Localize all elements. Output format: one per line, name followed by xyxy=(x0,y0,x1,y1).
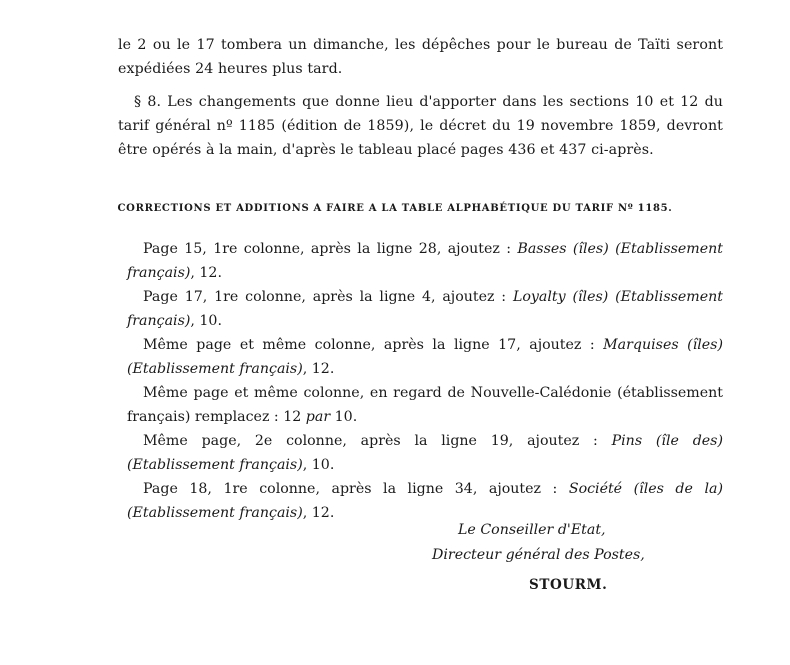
correction-italic: Basses (îles) (Etablissement français) xyxy=(127,241,723,281)
correction-item xyxy=(127,381,723,429)
correction-italic: Marquises (îles) (Etablissement français) xyxy=(127,337,723,377)
correction-item xyxy=(127,477,723,525)
paragraph-section-8: § 8. Les changements que donne lieu d'apporter dans les sections 10 et 12 du tarif général nº 1185 (édition de 1859), le décret du 19 novembre 1859, devront être opérés à la main, d'après le tableau placé pages 436 et 437 ci-après. xyxy=(118,94,723,158)
correction-italic: par xyxy=(305,409,331,425)
correction-item xyxy=(127,237,723,285)
correction-text: Page 17, 1re colonne, après la ligne 4, ajoutez : xyxy=(143,289,513,305)
signature-title: Le Conseiller d'Etat, xyxy=(458,522,606,538)
correction-text: Page 15, 1re colonne, après la ligne 28, ajoutez : xyxy=(143,241,518,257)
correction-item xyxy=(127,429,723,477)
correction-italic: Société (îles de la) (Etablissement français) xyxy=(127,481,723,521)
signature-office: Directeur général des Postes, xyxy=(432,547,645,563)
paragraph-continuation: le 2 ou le 17 tombera un dimanche, les dépêches pour le bureau de Taïti seront expédiées 24 heures plus tard. xyxy=(118,37,723,77)
correction-italic: Loyalty (îles) (Etablissement français) xyxy=(127,289,723,329)
correction-text: Même page et même colonne, après la ligne 17, ajoutez : xyxy=(143,337,604,353)
correction-text: Même page et même colonne, en regard de Nouvelle-Calédonie (établissement français) remplacez : 12 xyxy=(127,385,723,425)
correction-suffix: , 10. xyxy=(302,457,335,473)
correction-text: Page 18, 1re colonne, après la ligne 34, ajoutez : xyxy=(143,481,569,497)
correction-suffix: 10. xyxy=(330,409,358,425)
signature-name: STOURM. xyxy=(529,577,608,593)
corrections-list xyxy=(127,237,723,525)
correction-suffix: , 12. xyxy=(302,505,335,521)
correction-italic: Pins (île des) (Etablissement français) xyxy=(127,433,723,473)
correction-suffix: , 10. xyxy=(190,313,222,329)
correction-text: Même page, 2e colonne, après la ligne 19, ajoutez : xyxy=(143,433,612,449)
correction-item xyxy=(127,285,723,333)
correction-suffix: , 12. xyxy=(190,265,222,281)
corrections-heading: CORRECTIONS ET ADDITIONS A FAIRE A LA TABLE ALPHABÉTIQUE DU TARIF Nº 1185. xyxy=(117,203,673,214)
correction-suffix: , 12. xyxy=(302,361,335,377)
correction-item xyxy=(127,333,723,381)
